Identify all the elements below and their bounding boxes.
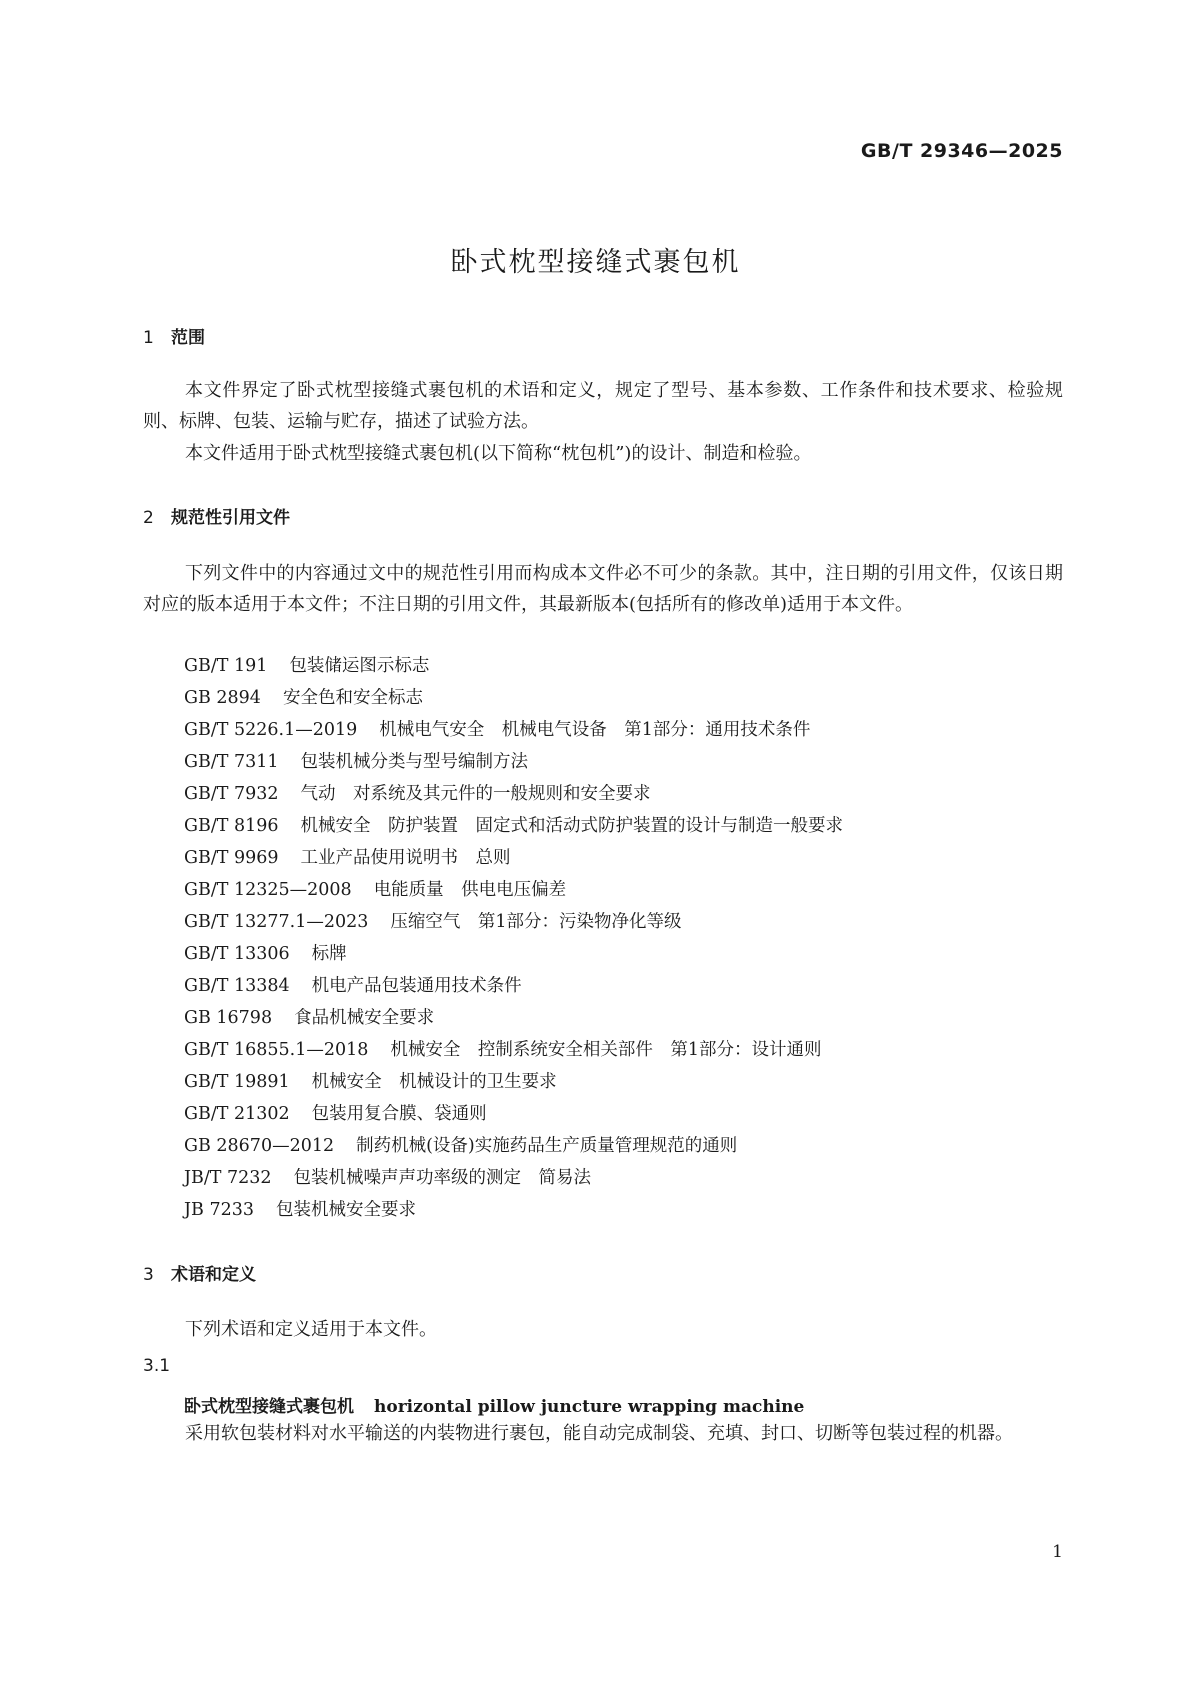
reference-title: 包装储运图示标志 [289,656,430,676]
section-1-paragraph-2: 本文件适用于卧式枕型接缝式裹包机(以下简称“枕包机”)的设计、制造和检验。 [185,443,812,464]
reference-code: GB 16798 [184,1008,273,1028]
reference-item [184,970,843,1002]
document-title: 卧式枕型接缝式裹包机 [450,247,741,278]
reference-item [184,1002,843,1034]
section-number: 1 [143,328,154,348]
section-title: 术语和定义 [171,1265,256,1285]
reference-title: 标牌 [311,944,347,964]
reference-title: 气动 对系统及其元件的一般规则和安全要求 [300,784,651,804]
reference-list [184,650,843,1226]
term-english: horizontal pillow juncture wrapping machine [374,1397,805,1417]
reference-item [184,746,843,778]
reference-item [184,874,843,906]
reference-item [184,778,843,810]
reference-code: GB/T 8196 [184,816,279,836]
section-number: 3 [143,1265,154,1285]
standard-code: GB/T 29346—2025 [860,140,1063,162]
reference-code: GB/T 7311 [184,752,279,772]
reference-code: GB/T 12325—2008 [184,880,352,900]
reference-code: GB/T 9969 [184,848,279,868]
reference-code: JB/T 7232 [184,1168,272,1188]
reference-code: GB/T 5226.1—2019 [184,720,358,740]
reference-code: GB/T 21302 [184,1104,290,1124]
term-definition: 采用软包装材料对水平输送的内装物进行裹包，能自动完成制袋、充填、封口、切断等包装过程的机器。 [185,1423,1013,1444]
reference-code: GB/T 13384 [184,976,290,996]
reference-title: 包装机械安全要求 [275,1200,416,1220]
reference-title: 机械电气安全 机械电气设备 第1部分：通用技术条件 [379,720,811,740]
section-title: 规范性引用文件 [171,508,290,528]
reference-code: GB/T 13306 [184,944,290,964]
reference-title: 食品机械安全要求 [294,1008,435,1028]
reference-item [184,682,843,714]
section-2-heading [143,503,290,528]
section-1-heading [143,323,205,348]
reference-code: GB/T 191 [184,656,268,676]
section-number: 2 [143,508,154,528]
reference-title: 包装用复合膜、袋通则 [311,1104,487,1124]
reference-item [184,650,843,682]
clause-number: 3.1 [143,1356,171,1376]
reference-title: 机械安全 机械设计的卫生要求 [311,1072,557,1092]
reference-title: 机电产品包装通用技术条件 [311,976,522,996]
reference-item [184,1194,843,1226]
reference-item [184,938,843,970]
reference-item [184,1130,843,1162]
reference-code: GB 28670—2012 [184,1136,335,1156]
reference-title: 工业产品使用说明书 总则 [300,848,511,868]
reference-title: 机械安全 控制系统安全相关部件 第1部分：设计通则 [390,1040,822,1060]
reference-title: 电能质量 供电电压偏差 [373,880,567,900]
reference-item [184,810,843,842]
reference-code: GB/T 7932 [184,784,279,804]
reference-item [184,842,843,874]
reference-item [184,1034,843,1066]
reference-item [184,906,843,938]
reference-code: GB/T 13277.1—2023 [184,912,369,932]
reference-code: GB/T 16855.1—2018 [184,1040,369,1060]
section-3-intro: 下列术语和定义适用于本文件。 [185,1319,437,1340]
reference-title: 机械安全 防护装置 固定式和活动式防护装置的设计与制造一般要求 [300,816,844,836]
section-3-heading [143,1260,256,1285]
reference-item [184,1098,843,1130]
reference-item [184,714,843,746]
reference-title: 安全色和安全标志 [282,688,423,708]
page-number: 1 [1052,1542,1063,1562]
reference-code: GB/T 19891 [184,1072,290,1092]
reference-title: 包装机械噪声声功率级的测定 简易法 [293,1168,592,1188]
term-entry [184,1392,804,1417]
reference-title: 包装机械分类与型号编制方法 [300,752,529,772]
reference-item [184,1066,843,1098]
section-title: 范围 [171,328,205,348]
reference-title: 压缩空气 第1部分：污染物净化等级 [390,912,682,932]
reference-title: 制药机械(设备)实施药品生产质量管理规范的通则 [356,1136,738,1156]
section-2-intro: 下列文件中的内容通过文中的规范性引用而构成本文件必不可少的条款。其中，注日期的引用文件，仅该日期对应的版本适用于本文件；不注日期的引用文件，其最新版本(包括所有的修改单)适用于本文件。 [143,563,1063,615]
section-1-paragraph-1: 本文件界定了卧式枕型接缝式裹包机的术语和定义，规定了型号、基本参数、工作条件和技术要求、检验规则、标牌、包装、运输与贮存，描述了试验方法。 [143,380,1063,432]
reference-code: GB 2894 [184,688,261,708]
reference-code: JB 7233 [184,1200,254,1220]
reference-item [184,1162,843,1194]
term-chinese: 卧式枕型接缝式裹包机 [184,1397,354,1417]
